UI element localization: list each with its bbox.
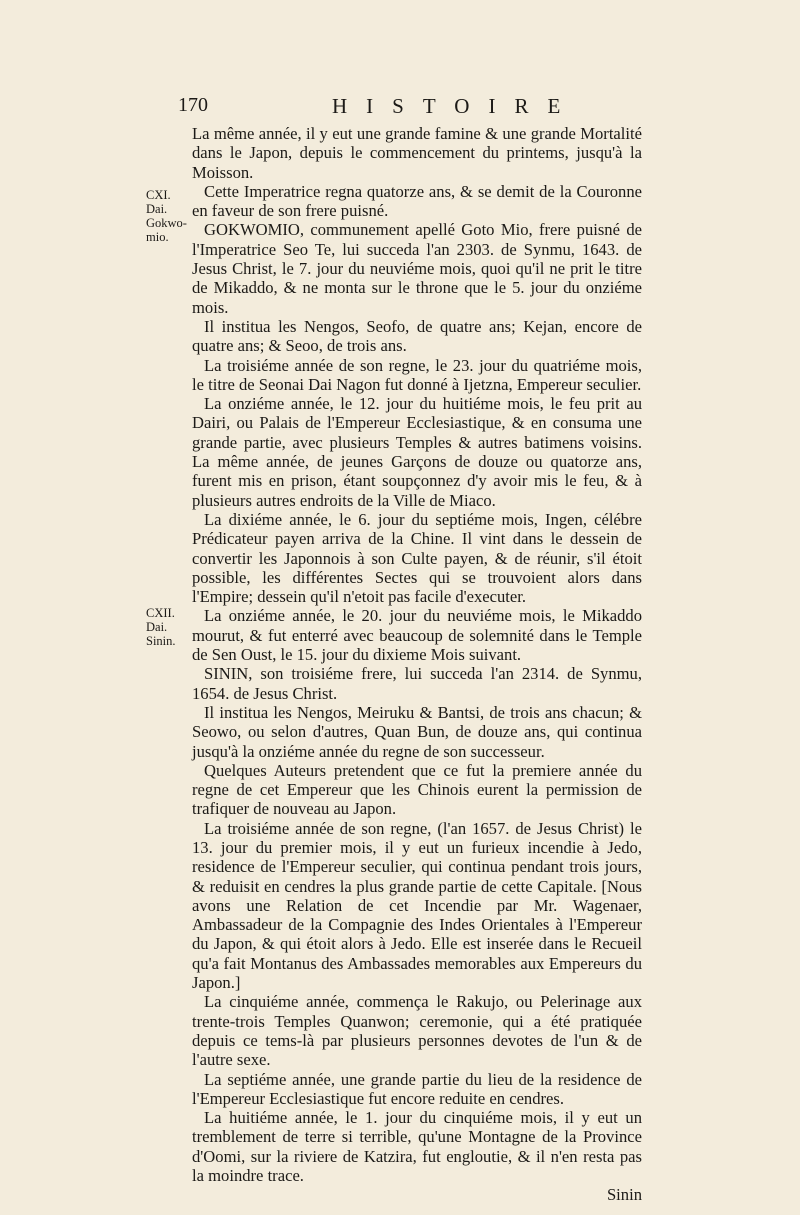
margin-note-line: Sinin. [146,634,176,648]
paragraph: La même année, il y eut une grande famine & une grande Mortalité dans le Japon, depuis le commencement du printems, jusqu'à la Moisson. [192,124,642,182]
paragraph: La septiéme année, une grande partie du lieu de la residence de l'Empereur Ecclesiastique fut encore reduite en cendres. [192,1069,642,1108]
body-text [192,124,642,1205]
paragraph: Il institua les Nengos, Meiruku & Bantsi, de trois ans chacun; & Seowo, ou selon d'autres, Quan Bun, de douze ans, qui continua jusqu'à la onziéme année du regne de son successeur. [192,702,642,761]
catchword: Sinin [606,1185,642,1205]
margin-note-sinin [146,606,194,648]
paragraph: La troisiéme année de son regne, le 23. jour du quatriéme mois, le titre de Seonai Dai Nagon fut donné à Ijetzna, Empereur seculier. [192,355,642,394]
paragraph: La dixiéme année, le 6. jour du septiéme mois, Ingen, célébre Prédicateur payen arriva de la Chine. Il vint dans le dessein de convertir les Japonnois à son Culte payen, & de réunir, s'il étoit possible, les différentes Sectes qui se trouvoient alors dans l'Empire; dessein qu'il n'etoit pas facile d'executer. [192,509,642,607]
paragraph: Quelques Auteurs pretendent que ce fut la premiere année du regne de cet Empereur que les Chinois eurent la permission de trafiquer de nouveau au Japon. [192,760,642,819]
paragraph: La onziéme année, le 20. jour du neuviéme mois, le Mikaddo mourut, & fut enterré avec beaucoup de solemnité dans le Temple de Sen Oust, le 15. jour du dixieme Mois suivant. [192,606,642,665]
paragraph: La cinquiéme année, commença le Rakujo, ou Pelerinage aux trente-trois Temples Quanwon; ceremonie, qui a été pratiquée depuis ce tems-là par plusieurs personnes devotes de l'un & de l'autre sexe. [192,992,642,1070]
margin-note-line: CXII. Dai. [146,606,175,634]
margin-note-line: mio. [146,230,169,244]
paragraph: Il institua les Nengos, Seofo, de quatre ans; Kejan, encore de quatre ans; & Seoo, de trois ans. [192,316,642,356]
paragraph: Cette Imperatrice regna quatorze ans, & se demit de la Couronne en faveur de son frere puisné. [192,181,642,221]
margin-note-line: CXI. Dai. [146,188,171,216]
paragraph: La troisiéme année de son regne, (l'an 1657. de Jesus Christ) le 13. jour du premier mois, il y eut un furieux incendie à Jedo, residence de l'Empereur seculier, qui continua pendant trois jours, & reduisit en cendres la plus grande partie de cette Capitale. [Nous avons une Relation de cet Incendie par Mr. Wagenaer, Ambassadeur de la Compagnie des Indes Orientales à l'Empereur du Japon, & qui étoit alors à Jedo. Elle est inserée dans le Recueil qu'a fait Montanus des Ambassades memorables aux Empereurs du Japon.] [192,818,642,993]
paragraph: La onziéme année, le 12. jour du huitiéme mois, le feu prit au Dairi, ou Palais de l'Empereur Ecclesiastique, & en consuma une grande partie, avec plusieurs Temples & autres batimens voisins. La même année, de jeunes Garçons de douze ou quatorze ans, furent mis en prison, étant soupçonnez d'y avoir mis le feu, & à plusieurs autres endroits de la Ville de Miaco. [192,394,642,510]
page-number: 170 [178,94,208,116]
page-header [0,94,800,124]
paragraph: La huitiéme année, le 1. jour du cinquiéme mois, il y eut un tremblement de terre si terrible, qu'une Montagne de la Province d'Oomi, sur la riviere de Katzira, fut engloutie, & il n'en resta pas la moindre trace. [192,1108,642,1186]
paragraph: GOKWOMIO, communement apellé Goto Mio, frere puisné de l'Imperatrice Seo Te, lui succeda l'an 2303. de Synmu, 1643. de Jesus Christ, le 7. jour du neuviéme mois, quoi qu'il ne prit le titre de Mikaddo, & ne monta sur le throne que le 5. jour du onziéme mois. [192,220,642,317]
running-title: HISTOIRE [332,94,580,118]
margin-note-line: Gokwo- [146,216,187,230]
paragraph: SININ, son troisiéme frere, lui succeda l'an 2314. de Synmu, 1654. de Jesus Christ. [192,664,642,703]
margin-note-gokwomio [146,188,194,244]
